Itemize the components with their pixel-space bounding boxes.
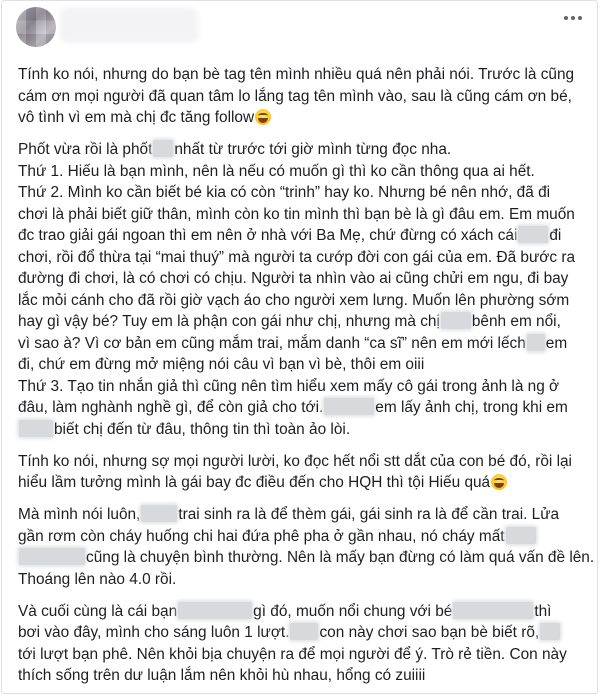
post-text-line [18, 569, 590, 591]
laughing-emoji-icon [491, 474, 507, 490]
post-card [1, 0, 598, 694]
post-text-segment: Tính ko nói, nhưng sợ mọi người lười, ko đọc hết nổi stt dắt của con bé đó, rồi lại [18, 452, 572, 470]
post-text-line [18, 204, 590, 226]
post-text-line [18, 64, 590, 86]
post-text-segment: em [545, 334, 568, 352]
redacted-blur [527, 334, 545, 351]
post-text-segment: em lấy ảnh chị, trong khi em [375, 399, 568, 416]
post-text-line [18, 526, 590, 548]
redacted-blur [324, 398, 374, 415]
post-text-segment: hiểu lầm tưởng mình là gái bay đc điều đến cho HQH thì tội Hiếu quá [18, 474, 491, 491]
post-text-segment: đường đi chơi, là có chơi có chịu. Người ta nhìn vào ai cũng chửi em ngu, đi bay [18, 270, 569, 287]
blurred-author-name[interactable] [64, 11, 194, 39]
post-paragraph [18, 139, 590, 440]
post-text-line [18, 182, 590, 204]
post-text-segment: hay gì vậy bé? Tuy em là phận con gái như chị, nhưng mà chị [18, 313, 440, 330]
post-text-line [18, 397, 590, 419]
post-text-line [18, 161, 590, 183]
post-text-line [18, 644, 590, 666]
post-text-line [18, 86, 590, 108]
redacted-blur [453, 602, 533, 619]
post-text-line [18, 107, 590, 129]
post-text-segment: thích sống trên dư luận lắm nên khỏi hù nhau, hổng có zuiiii [18, 667, 426, 684]
redacted-blur [19, 420, 53, 437]
post-text-segment: đi, chứ em đừng mở miệng nói câu vì bạn vì bè, thôi em oiii [18, 356, 425, 373]
post-text-line [18, 504, 590, 526]
post-text-line [18, 354, 590, 376]
redacted-blur [518, 226, 548, 243]
post-text-segment: biết chị đến từ đâu, thông tin thì toàn ảo lòi. [54, 420, 351, 438]
post-header [2, 1, 597, 51]
redacted-blur [290, 623, 318, 640]
post-text-line [18, 472, 590, 494]
redacted-blur [540, 623, 560, 640]
redacted-blur [506, 527, 536, 544]
post-text-line [18, 665, 590, 687]
post-text-segment: trai sinh ra là để thèm gái, gái sinh ra là để cần trai. Lửa [178, 506, 560, 523]
post-paragraph [18, 64, 590, 129]
post-text-segment: nhất từ trước tới giờ mình từng đọc nha. [174, 141, 452, 158]
post-text-segment: vì sao à? Vì cơ bản em cũng mắm trai, mắm danh “ca sĩ” nên em mới lếch [18, 334, 526, 352]
post-text-segment: Thứ 2. Mình ko cần biết bé kia có còn “trinh” hay ko. Nhưng bé nên nhớ, đã đi [18, 184, 551, 201]
post-text-segment: Thoáng lên nào 4.0 rồi. [18, 570, 177, 588]
avatar[interactable] [16, 7, 56, 47]
post-text-segment: bênh em nổi, [471, 313, 561, 330]
redacted-blur [441, 312, 471, 329]
post-text-segment: con này chơi sao bạn bè biết rõ, [319, 624, 540, 641]
post-text-line [18, 333, 590, 355]
post-body [18, 64, 595, 694]
post-paragraph [18, 504, 595, 590]
post-text-line [18, 139, 590, 161]
post-text-line [18, 547, 595, 569]
redacted-blur [141, 505, 177, 522]
post-text-segment: Thứ 1. Hiếu là bạn mình, nên là nếu có muốn gì thì ko cần thông qua ai hết. [18, 162, 535, 180]
post-text-line [18, 451, 590, 473]
post-text-segment: chơi, rồi đổ thừa tại “mai thuý” mà người ta cướp đời con gái của em. Đã bước ra [18, 248, 576, 266]
more-options-icon[interactable] [561, 9, 585, 27]
post-text-segment: đâu, làm nghành nghề gì, để còn giả cho tới. [18, 399, 324, 416]
post-text-line [18, 225, 590, 247]
post-text-segment: Phốt vừa rồi là phốt [18, 141, 153, 158]
post-text-segment: lắc mỏi cánh cho đã rồi giờ vạch áo cho người xem lưng. Muốn lên phường sớm [18, 291, 570, 309]
post-text-segment: gần rơm còn cháy huống chi hai đứa phê pha ở gần nhau, nó cháy mất [18, 527, 505, 545]
redacted-blur [153, 140, 173, 157]
post-text-segment: cám ơn mọi người đã quan tâm lo lắng tag tên mình vào, sau là cũng cám ơn bé, [18, 87, 572, 105]
post-text-line [18, 376, 590, 398]
post-text-segment: Và cuối cùng là cái bạn [18, 602, 178, 620]
post-text-line [18, 268, 590, 290]
post-text-line [18, 311, 590, 333]
post-paragraph [18, 601, 590, 687]
post-text-line [18, 247, 590, 269]
post-text-segment: thì [534, 602, 552, 620]
post-text-line [18, 290, 590, 312]
post-text-segment: cũng là chuyện bình thường. Nên là mấy bạn đừng có làm quá vấn đề lên. [86, 549, 595, 566]
laughing-emoji-icon [255, 109, 271, 125]
post-text-segment: Thứ 3. Tạo tin nhắn giả thì cũng nên tìm hiểu xem mấy cô gái trong ảnh là ng ở [18, 377, 560, 395]
post-text-segment: đc trao giải gái ngoan thì em nên ở nhà với Ba Mẹ, chứ đừng có xách cái [18, 227, 518, 244]
post-text-line [18, 601, 590, 623]
post-text-segment: bơi vào đây, mình cho sáng luôn 1 lượt. [18, 624, 290, 641]
post-text-line [18, 419, 590, 441]
redacted-blur [19, 548, 85, 565]
post-text-segment: vô tình vì em mà chị đc tăng follow [18, 109, 255, 126]
post-text-segment: đi [549, 227, 562, 244]
post-text-segment: tới lượt bạn phê. Nên khỏi bịa chuyện ra để mọi người để ý. Trò rẻ tiền. Con này [18, 645, 567, 663]
post-text-segment: Tính ko nói, nhưng do bạn bè tag tên mình nhiều quá nên phải nói. Trước là cũng [18, 66, 575, 83]
post-text-segment: gì đó, muốn nổi chung với bé [253, 602, 453, 620]
post-text-line [18, 622, 590, 644]
post-text-segment: Mà mình nói luôn, [18, 506, 141, 523]
post-text-segment: chơi là phải biết giữ thân, mình còn ko tin mình thì bạn bè là gì đâu em. Em muốn [18, 205, 575, 223]
post-paragraph [18, 451, 590, 494]
redacted-blur [178, 602, 252, 619]
